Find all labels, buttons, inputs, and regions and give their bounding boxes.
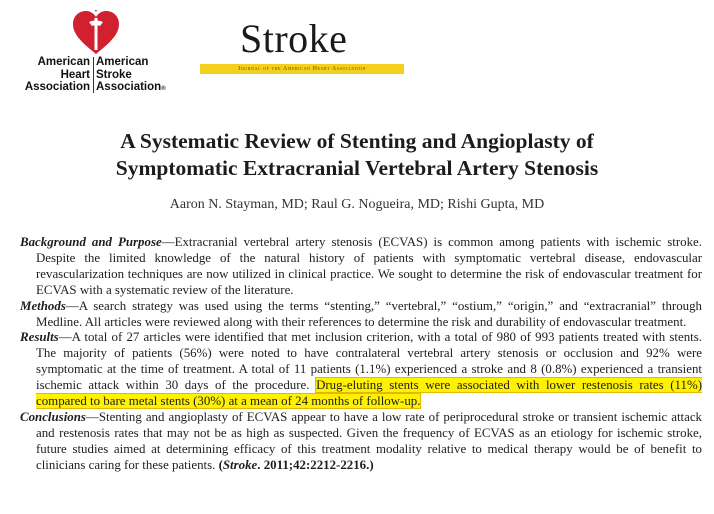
section-label: Methods	[20, 298, 66, 313]
citation: (Stroke. 2011;42:2212-2216.)	[218, 457, 374, 472]
journal-subtitle-banner: Journal of the American Heart Association	[200, 64, 404, 74]
aha-asa-logo	[14, 10, 174, 93]
section-text: —Stenting and angioplasty of ECVAS appear to have a low rate of periprocedural stroke or transient ischemic attack and restenosis rates that may not be as high as suspected. Given the frequency of ECVAS as an etiology for ischemic stroke, future studies aimed at determining efficacy of this treatment modality relative to medical therapy would be of benefit to clinicians caring for these patients.	[36, 409, 702, 472]
heart-torch-icon	[71, 10, 121, 56]
article-title: A Systematic Review of Stenting and Angioplasty of Symptomatic Extracranial Vertebral Artery Stenosis	[115, 129, 599, 180]
section-text: —A search strategy was used using the terms “stenting,” “vertebral,” “ostium,” “origin,” and “extracranial” through Medline. All articles were reviewed along with their references to determine the risk and durability of endovascular treatment.	[36, 298, 702, 329]
section-text: —Extracranial vertebral artery stenosis (ECVAS) is common among patients with ischemic stroke. Despite the limited knowledge of the natural history of patients with symptomatic vertebral disease, endovascular revascularization techniques are now utilized in clinical practice. We sought to determine the risk of endovascular treatment for ECVAS with a systematic review of the literature.	[36, 235, 702, 297]
citation-details: . 2011;42:2212-2216.)	[257, 457, 374, 472]
abstract-background	[20, 235, 702, 299]
highlighted-finding: Drug-eluting stents were associated with lower restenosis rates (11%) compared to bare metal stents (30%) at a mean of 24 months of follow-up.	[36, 378, 702, 409]
section-label: Conclusions	[20, 409, 86, 424]
section-text: —A total of 27 articles were identified that met inclusion criterion, with a total of 980 of 993 patients treated with stents. The majority of patients (56%) were noted to have contralateral vertebral artery stenosis or occlusion and 92% were symptomatic at the time of treatment. A total of 11 patients (1.1%) experienced a stroke and 8 (0.8%) experienced a transient ischemic attack within 30 days of the procedure.	[36, 330, 702, 393]
abstract-methods	[20, 299, 702, 331]
section-label: Background and Purpose	[20, 235, 162, 249]
abstract	[20, 235, 702, 474]
section-label: Results	[20, 330, 59, 345]
logo-divider	[93, 57, 94, 93]
abstract-results	[20, 330, 702, 410]
citation-journal: Stroke	[222, 457, 258, 472]
asa-name: American Stroke Association®	[96, 56, 166, 93]
aha-name: American Heart Association	[24, 56, 90, 93]
journal-title: Stroke	[240, 16, 348, 61]
registered-mark: ®	[161, 86, 166, 92]
author-list: Aaron N. Stayman, MD; Raul G. Nogueira, MD; Rishi Gupta, MD	[169, 197, 545, 212]
abstract-conclusions	[20, 410, 702, 474]
